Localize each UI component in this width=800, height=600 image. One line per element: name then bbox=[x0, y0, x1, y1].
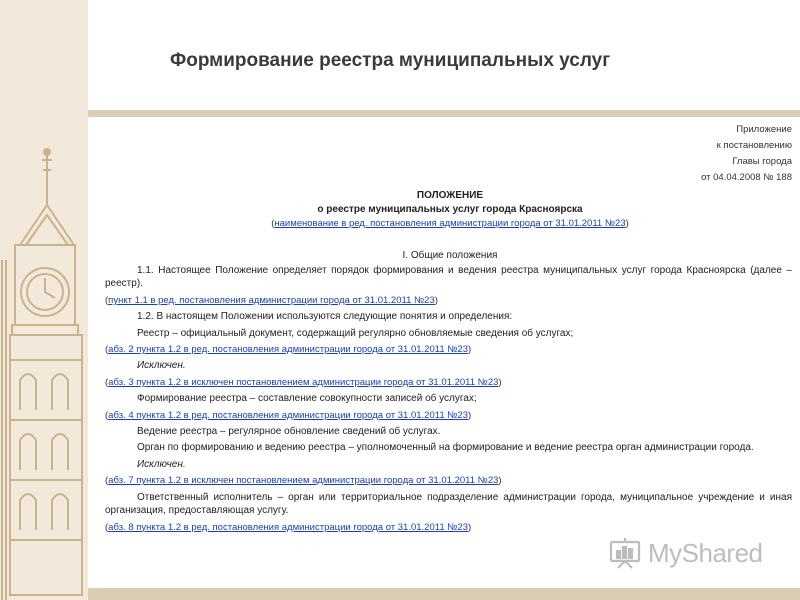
presentation-board-icon bbox=[608, 537, 642, 569]
paren: ( bbox=[105, 376, 109, 388]
appendix-line: к постановлению bbox=[716, 140, 792, 151]
appendix-line: Главы города bbox=[732, 156, 792, 167]
logo-text: MyShared bbox=[648, 537, 763, 568]
appendix-reference bbox=[701, 122, 792, 186]
paren: ( bbox=[105, 475, 109, 487]
paren: ) bbox=[468, 521, 472, 533]
paren: ( bbox=[105, 521, 109, 533]
slide-title: Формирование реестра муниципальных услуг bbox=[170, 50, 611, 71]
footer-bar bbox=[88, 588, 800, 600]
appendix-line: Приложение bbox=[736, 124, 792, 135]
paren: ( bbox=[105, 294, 109, 306]
amendment-reference bbox=[105, 294, 792, 307]
paren: ) bbox=[468, 409, 472, 421]
amendment-reference bbox=[105, 376, 792, 389]
paragraph: Ведение реестра – регулярное обновление сведений об услугах. bbox=[137, 426, 441, 438]
document-heading: ПОЛОЖЕНИЕ bbox=[416, 190, 484, 201]
paragraph: Исключен. bbox=[137, 360, 186, 372]
paragraph: Ответственный исполнитель – орган или территориальное подразделение администрации города, муниципальное учреждение и иная организация, предоставляющая услугу. bbox=[105, 491, 792, 517]
amendment-link[interactable]: абз. 4 пункта 1.2 в ред. постановления администрации города от 31.01.2011 №23 bbox=[108, 409, 469, 421]
amendment-link[interactable]: абз. 3 пункта 1.2 в исключен постановлением администрации города от 31.01.2011 №23 bbox=[108, 376, 499, 388]
paren: ) bbox=[498, 376, 502, 388]
paragraph: 1.2. В настоящем Положении используются следующие понятия и определения: bbox=[137, 311, 513, 323]
amendment-reference bbox=[105, 343, 792, 356]
amendment-link[interactable]: абз. 8 пункта 1.2 в ред. постановления администрации города от 31.01.2011 №23 bbox=[108, 521, 469, 533]
decorative-sidebar bbox=[0, 0, 88, 600]
document-subheading: о реестре муниципальных услуг города Красноярска bbox=[317, 204, 583, 215]
paragraph: Орган по формированию и ведению реестра – уполномоченный на формирование и ведение реестра орган администрации города. bbox=[137, 442, 754, 454]
amendment-reference bbox=[105, 474, 792, 487]
title-divider-bar bbox=[88, 110, 800, 117]
document-body bbox=[105, 264, 792, 537]
amendment-reference bbox=[105, 409, 792, 422]
paragraph: Формирование реестра – составление совокупности записей об услугах; bbox=[137, 393, 477, 405]
document-name-amendment: (наименование в ред. постановления администрации города от 31.01.2011 №23) bbox=[271, 218, 629, 229]
paragraph: Исключен. bbox=[137, 458, 186, 470]
paren: ( bbox=[105, 409, 109, 421]
clock-tower-illustration bbox=[0, 0, 88, 600]
paren: ) bbox=[468, 344, 472, 356]
amendment-link[interactable]: абз. 2 пункта 1.2 в ред. постановления администрации города от 31.01.2011 №23 bbox=[108, 344, 469, 356]
appendix-date-line: от 04.04.2008 № 188 bbox=[701, 172, 792, 183]
paragraph: 1.1. Настоящее Положение определяет порядок формирования и ведения реестра муниципальных услуг города Красноярска (далее – реестр). bbox=[105, 265, 792, 290]
paragraph: Реестр – официальный документ, содержащий регулярно обновляемые сведения об услугах; bbox=[137, 327, 574, 339]
paren: ( bbox=[105, 344, 109, 356]
paren: ) bbox=[498, 475, 502, 487]
amendment-link[interactable]: пункт 1.1 в ред. постановления администрации города от 31.01.2011 №23 bbox=[108, 294, 435, 306]
amendment-link[interactable]: абз. 7 пункта 1.2 в исключен постановлением администрации города от 31.01.2011 №23 bbox=[108, 475, 499, 487]
paren: ) bbox=[434, 294, 438, 306]
amendment-reference bbox=[105, 521, 792, 534]
myshared-logo bbox=[608, 537, 763, 569]
section-title: I. Общие положения bbox=[402, 250, 498, 261]
amendment-link[interactable]: наименование в ред. постановления администрации города от 31.01.2011 №23 bbox=[274, 218, 626, 229]
